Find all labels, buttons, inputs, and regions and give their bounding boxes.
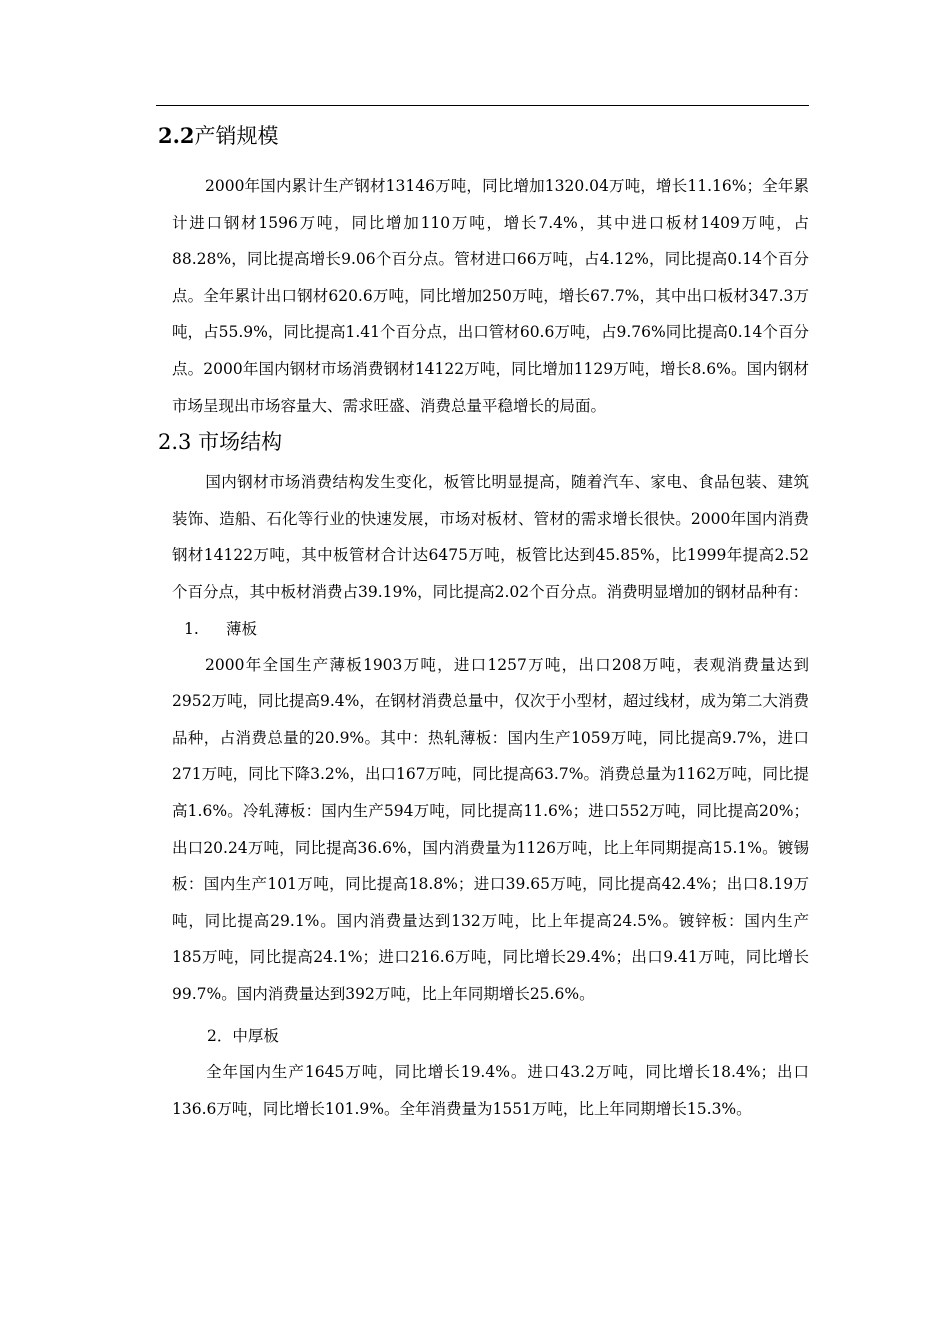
section-2-2-heading	[158, 118, 809, 154]
list-item-label: 薄板	[226, 619, 258, 638]
section-2-2-paragraph	[158, 168, 809, 424]
thin-plate-paragraph	[158, 647, 809, 1013]
paragraph-text: 国内钢材市场消费结构发生变化，板管比明显提高，随着汽车、家电、食品包装、建筑装饰、造船、石化等行业的快速发展，市场对板材、管材的需求增长很快。2000年国内消费钢材14122万吨，其中板管材合计达6475万吨，板管比达到45.85%，比1999年提高2.52个百分点，其中板材消费占39.19%，同比提高2.02个百分点。消费明显增加的钢材品种有：	[172, 473, 809, 601]
list-item-medium-plate	[158, 1018, 809, 1054]
section-number: 2.2	[158, 123, 195, 148]
list-item-label: 中厚板	[232, 1027, 279, 1046]
section-number: 2.3	[158, 430, 192, 455]
paragraph-text: 2000年全国生产薄板1903万吨，进口1257万吨，出口208万吨，表观消费量达到2952万吨，同比提高9.4%，在钢材消费总量中，仅次于小型材，超过线材，成为第二大消费品种，占消费总量的20.9%。其中：热轧薄板：国内生产1059万吨，同比提高9.7%，进口271万吨，同比下降3.2%，出口167万吨，同比提高63.7%。消费总量为1162万吨，同比提高1.6%。冷轧薄板：国内生产594万吨，同比提高11.6%；进口552万吨，同比提高20%；出口20.24万吨，同比提高36.6%，国内消费量为1126万吨，比上年同期提高15.1%。镀锡板：国内生产101万吨，同比提高18.8%；进口39.65万吨，同比提高42.4%；出口8.19万吨，同比提高29.1%。国内消费量达到132万吨，比上年提高24.5%。镀锌板：国内生产185万吨，同比提高24.1%；进口216.6万吨，同比增长29.4%；出口9.41万吨，同比增长99.7%。国内消费量达到392万吨，比上年同期增长25.6%。	[172, 655, 809, 1003]
list-item-thin-plate	[158, 611, 809, 647]
section-2-3-heading	[158, 424, 809, 460]
header-rule	[156, 105, 809, 106]
document-body	[158, 118, 809, 1128]
paragraph-text: 全年国内生产1645万吨，同比增长19.4%。进口43.2万吨，同比增长18.4%；出口136.6万吨，同比增长101.9%。全年消费量为1551万吨，比上年同期增长15.3%。	[172, 1063, 809, 1119]
paragraph-text: 2000年国内累计生产钢材13146万吨，同比增加1320.04万吨，增长11.16%；全年累计进口钢材1596万吨，同比增加110万吨，增长7.4%，其中进口板材1409万吨，占88.28%，同比提高增长9.06个百分点。管材进口66万吨，占4.12%，同比提高0.14个百分点。全年累计出口钢材620.6万吨，同比增加250万吨，增长67.7%，其中出口板材347.3万吨，占55.9%，同比提高1.41个百分点，出口管材60.6万吨，占9.76%同比提高0.14个百分点。2000年国内钢材市场消费钢材14122万吨，同比增加1129万吨，增长8.6%。国内钢材市场呈现出市场容量大、需求旺盛、消费总量平稳增长的局面。	[172, 177, 809, 415]
list-item-number: 1.	[184, 619, 199, 638]
section-title: 产销规模	[194, 124, 279, 148]
section-2-3-paragraph	[158, 464, 809, 610]
section-title: 市场结构	[198, 430, 283, 455]
medium-plate-paragraph	[158, 1054, 809, 1127]
list-item-number: 2．	[207, 1027, 233, 1046]
